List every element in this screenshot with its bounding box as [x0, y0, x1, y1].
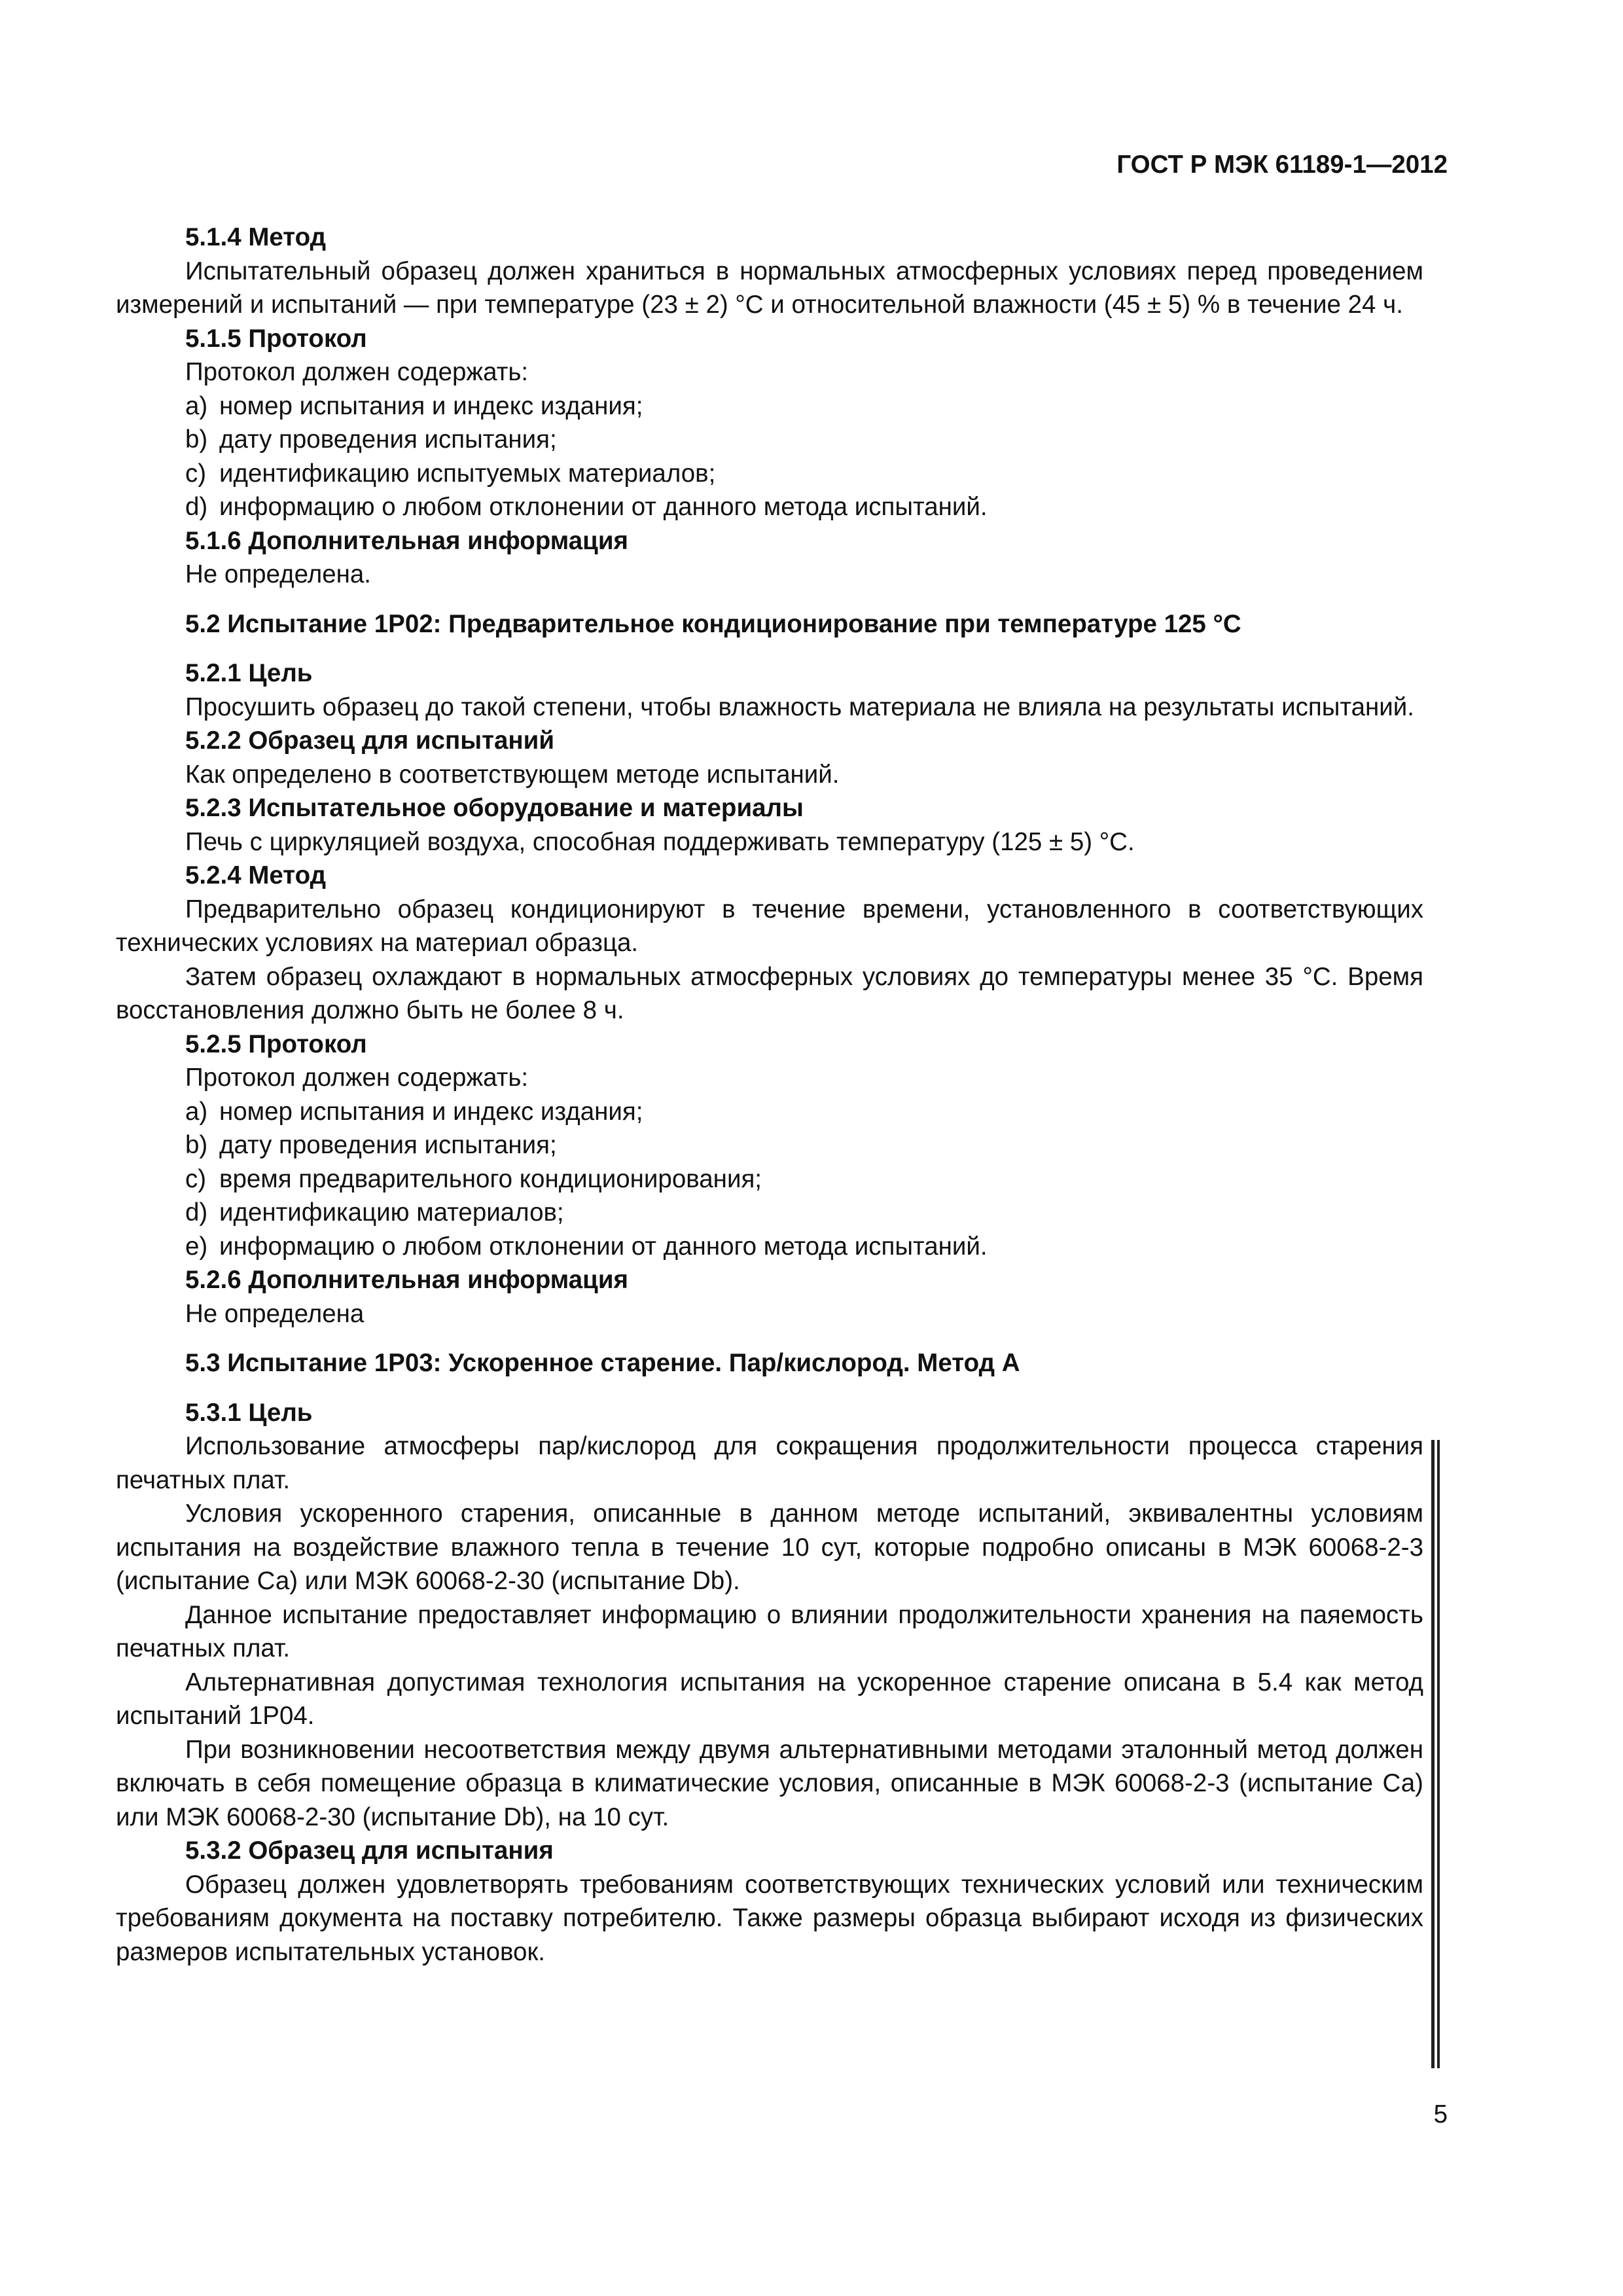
change-bar [1437, 1440, 1440, 2068]
paragraph: Данное испытание предоставляет информацию о влиянии продолжительности хранения на паяемость печатных плат. [116, 1600, 1423, 1662]
paragraph: Печь с циркуляцией воздуха, способная поддерживать температуру (125 ± 5) °С. [185, 827, 1135, 856]
paragraph: Образец должен удовлетворять требованиям соответствующих технических условий или техническим требованиям документа на поставку потребителю. Также размеры образца выбирают исходя из физических размеров испытательных установок. [116, 1870, 1423, 1966]
list-item-text: номер испытания и индекс издания; [219, 1097, 643, 1126]
heading-5-3-2: 5.3.2 Образец для испытания [185, 1837, 554, 1865]
heading-5-2-5: 5.2.5 Протокол [185, 1030, 367, 1058]
paragraph: Как определено в соответствующем методе испытаний. [185, 760, 840, 789]
list-item [116, 457, 1423, 491]
list-item [116, 1196, 1423, 1230]
list-item-text: информацию о любом отклонении от данного метода испытаний. [219, 1232, 988, 1261]
list-item [116, 490, 1423, 524]
list-item-label: c) [185, 459, 207, 488]
change-bar [1431, 1440, 1435, 2068]
heading-5-1-5: 5.1.5 Протокол [185, 324, 367, 353]
list-item-label: b) [185, 425, 208, 454]
list-item [116, 389, 1423, 423]
paragraph: Испытательный образец должен храниться в нормальных атмосферных условиях перед проведением измерений и испытаний — при температуре (23 ± 2) °С и относительной влажности (45 ± 5) % в течение 24 ч. [116, 257, 1423, 319]
paragraph: Альтернативная допустимая технология испытания на ускоренное старение описана в 5.4 как метод испытаний 1Р04. [116, 1668, 1423, 1730]
list-intro: Протокол должен содержать: [185, 1064, 529, 1092]
list-item [116, 1162, 1423, 1196]
list-item [116, 1230, 1423, 1264]
list-item [116, 1128, 1423, 1162]
document-header: ГОСТ Р МЭК 61189-1—2012 [1116, 151, 1448, 179]
list-item-text: номер испытания и индекс издания; [219, 391, 643, 420]
paragraph: Затем образец охлаждают в нормальных атмосферных условиях до температуры менее 35 °С. Время восстановления должно быть не более 8 ч. [116, 962, 1423, 1024]
list-item-label: a) [185, 1097, 208, 1126]
list-item [116, 423, 1423, 457]
heading-5-1-6: 5.1.6 Дополнительная информация [185, 526, 628, 555]
heading-5-2-4: 5.2.4 Метод [185, 861, 327, 889]
list-item-text: время предварительного кондиционирования; [219, 1164, 762, 1193]
list-item-label: b) [185, 1131, 208, 1159]
paragraph: Условия ускоренного старения, описанные в данном методе испытаний, эквивалентны условиям испытания на воздействие влажного тепла в течение 10 сут, которые подробно описаны в МЭК 60068-2-3 (испытание Са) или МЭК 60068-2-30 (испытание Db). [116, 1499, 1423, 1595]
paragraph: При возникновении несоответствия между двумя альтернативными методами эталонный метод должен включать в себя помещение образца в климатические условия, описанные в МЭК 60068-2-3 (испытание Са) или МЭК 60068-2-30 (испытание Db), на 10 сут. [116, 1735, 1423, 1831]
list-item-label: a) [185, 391, 208, 420]
heading-5-2-6: 5.2.6 Дополнительная информация [185, 1266, 628, 1294]
heading-5-2: 5.2 Испытание 1Р02: Предварительное кондиционирование при температуре 125 °С [185, 609, 1241, 638]
heading-5-1-4: 5.1.4 Метод [185, 223, 327, 251]
list-intro: Протокол должен содержать: [185, 358, 529, 386]
list-item-label: d) [185, 1198, 208, 1227]
paragraph: Использование атмосферы пар/кислород для сокращения продолжительности процесса старения печатных плат. [116, 1432, 1423, 1494]
list-item-label: e) [185, 1232, 208, 1261]
paragraph: Просушить образец до такой степени, чтобы влажность материала не влияла на результаты испытаний. [185, 692, 1414, 721]
heading-5-2-3: 5.2.3 Испытательное оборудование и материалы [185, 794, 804, 822]
list-item-text: идентификацию испытуемых материалов; [219, 459, 716, 488]
heading-5-2-1: 5.2.1 Цель [185, 659, 313, 687]
list-item-text: дату проведения испытания; [219, 1131, 557, 1159]
heading-5-3: 5.3 Испытание 1Р03: Ускоренное старение. Пар/кислород. Метод А [185, 1349, 1020, 1377]
heading-5-3-1: 5.3.1 Цель [185, 1398, 313, 1427]
paragraph: Не определена [185, 1299, 365, 1328]
paragraph: Предварительно образец кондиционируют в течение времени, установленного в соответствующих технических условиях на материал образца. [116, 895, 1423, 957]
list-item-label: c) [185, 1164, 207, 1193]
list-item-text: информацию о любом отклонении от данного метода испытаний. [219, 493, 988, 521]
heading-5-2-2: 5.2.2 Образец для испытаний [185, 726, 554, 755]
list-item-text: идентификацию материалов; [219, 1198, 564, 1227]
page-number: 5 [1433, 2100, 1448, 2128]
paragraph: Не определена. [185, 560, 371, 588]
list-item [116, 1095, 1423, 1129]
page-content [116, 221, 1423, 1969]
list-item-label: d) [185, 493, 208, 521]
list-item-text: дату проведения испытания; [219, 425, 557, 454]
